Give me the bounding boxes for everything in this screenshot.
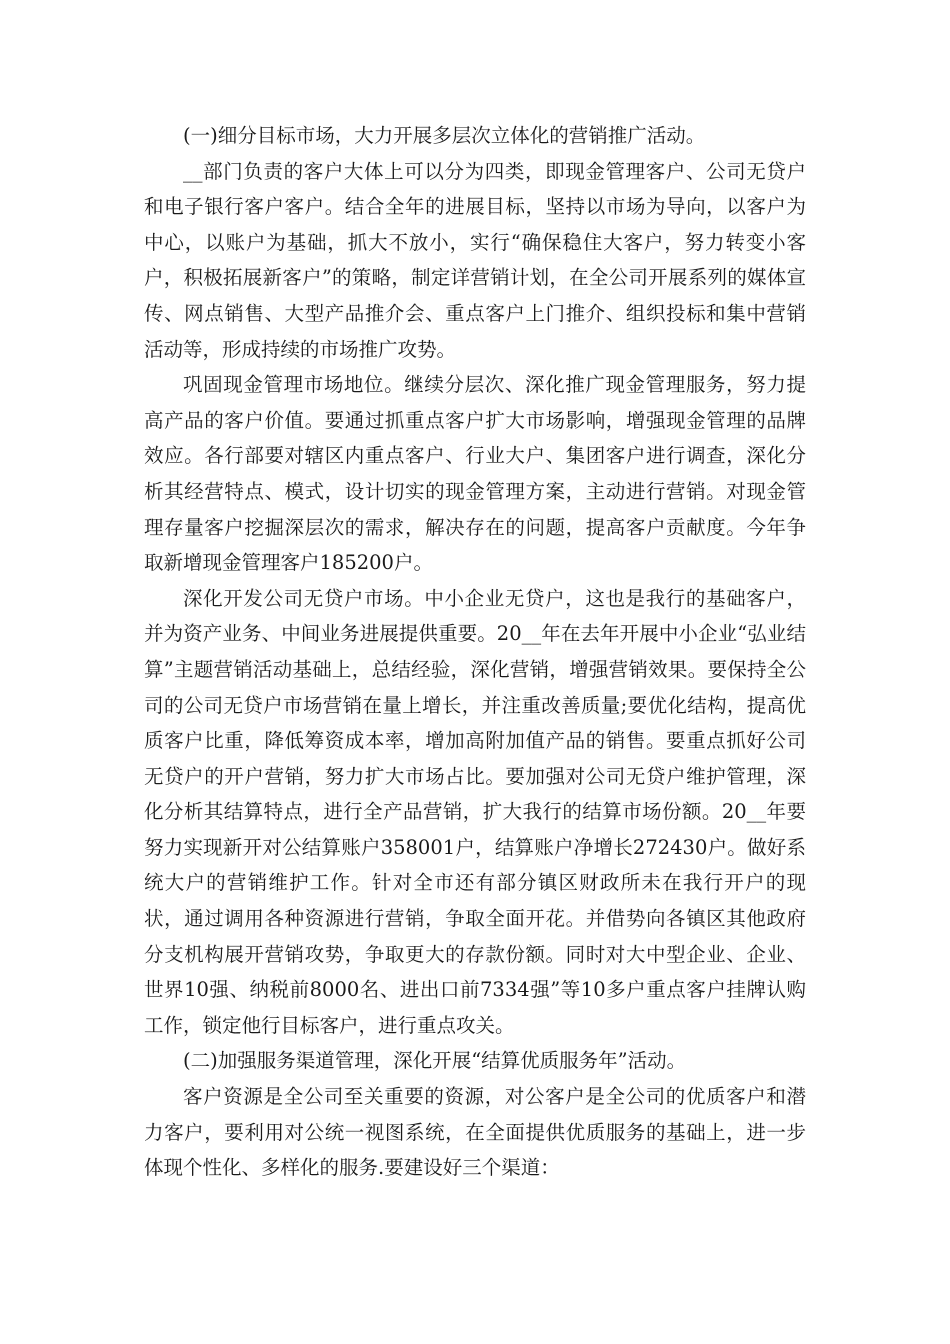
section-heading-2: (二)加强服务渠道管理，深化开展“结算优质服务年”活动。 [183,1049,687,1073]
paragraph-customer-categories: __部门负责的客户大体上可以分为四类，即现金管理客户、公司无贷户和电子银行客户客户。结合全年的进展目标，坚持以市场为导向，以客户为中心，以账户为基础，抓大不放小，实行“确保稳住大客户，努力转变小客户，积极拓展新客户”的策略，制定详营销计划，在全公司开展系列的媒体宣传、网点销售、大型产品推介会、重点客户上门推介、组织投标和集中营销活动等，形成持续的市场推广攻势。 [144,159,806,361]
paragraph-customer-resources: 客户资源是全公司至关重要的资源，对公客户是全公司的优质客户和潜力客户，要利用对公统一视图系统，在全面提供优质服务的基础上，进一步体现个性化、多样化的服务.要建设好三个渠道： [144,1085,806,1180]
document-body [144,118,806,1186]
paragraph-non-loan-customers: 深化开发公司无贷户市场。中小企业无贷户，这也是我行的基础客户，并为资产业务、中间业务进展提供重要。20__年在去年开展中小企业“弘业结算”主题营销活动基础上，总结经验，深化营销，增强营销效果。要保持全公司的公司无贷户市场营销在量上增长，并注重改善质量;要优化结构，提高优质客户比重，降低筹资成本率，增加高附加值产品的销售。要重点抓好公司无贷户的开户营销，努力扩大市场占比。要加强对公司无贷户维护管理，深化分析其结算特点，进行全产品营销，扩大我行的结算市场份额。20__年要努力实现新开对公结算账户358001户，结算账户净增长272430户。做好系统大户的营销维护工作。针对全市还有部分镇区财政所未在我行开户的现状，通过调用各种资源进行营销，争取全面开花。并借势向各镇区其他政府分支机构展开营销攻势，争取更大的存款份额。同时对大中型企业、企业、世界10强、纳税前8000名、进出口前7334强”等10多户重点客户挂牌认购工作，锁定他行目标客户，进行重点攻关。 [144,586,806,1037]
paragraph-cash-management: 巩固现金管理市场地位。继续分层次、深化推广现金管理服务，努力提高产品的客户价值。要通过抓重点客户扩大市场影响，增强现金管理的品牌效应。各行部要对辖区内重点客户、行业大户、集团客户进行调查，深化分析其经营特点、模式，设计切实的现金管理方案，主动进行营销。对现金管理存量客户挖掘深层次的需求，解决存在的问题，提高客户贡献度。今年争取新增现金管理客户185200户。 [144,373,806,575]
section-heading-1: (一)细分目标市场，大力开展多层次立体化的营销推广活动。 [183,124,706,147]
